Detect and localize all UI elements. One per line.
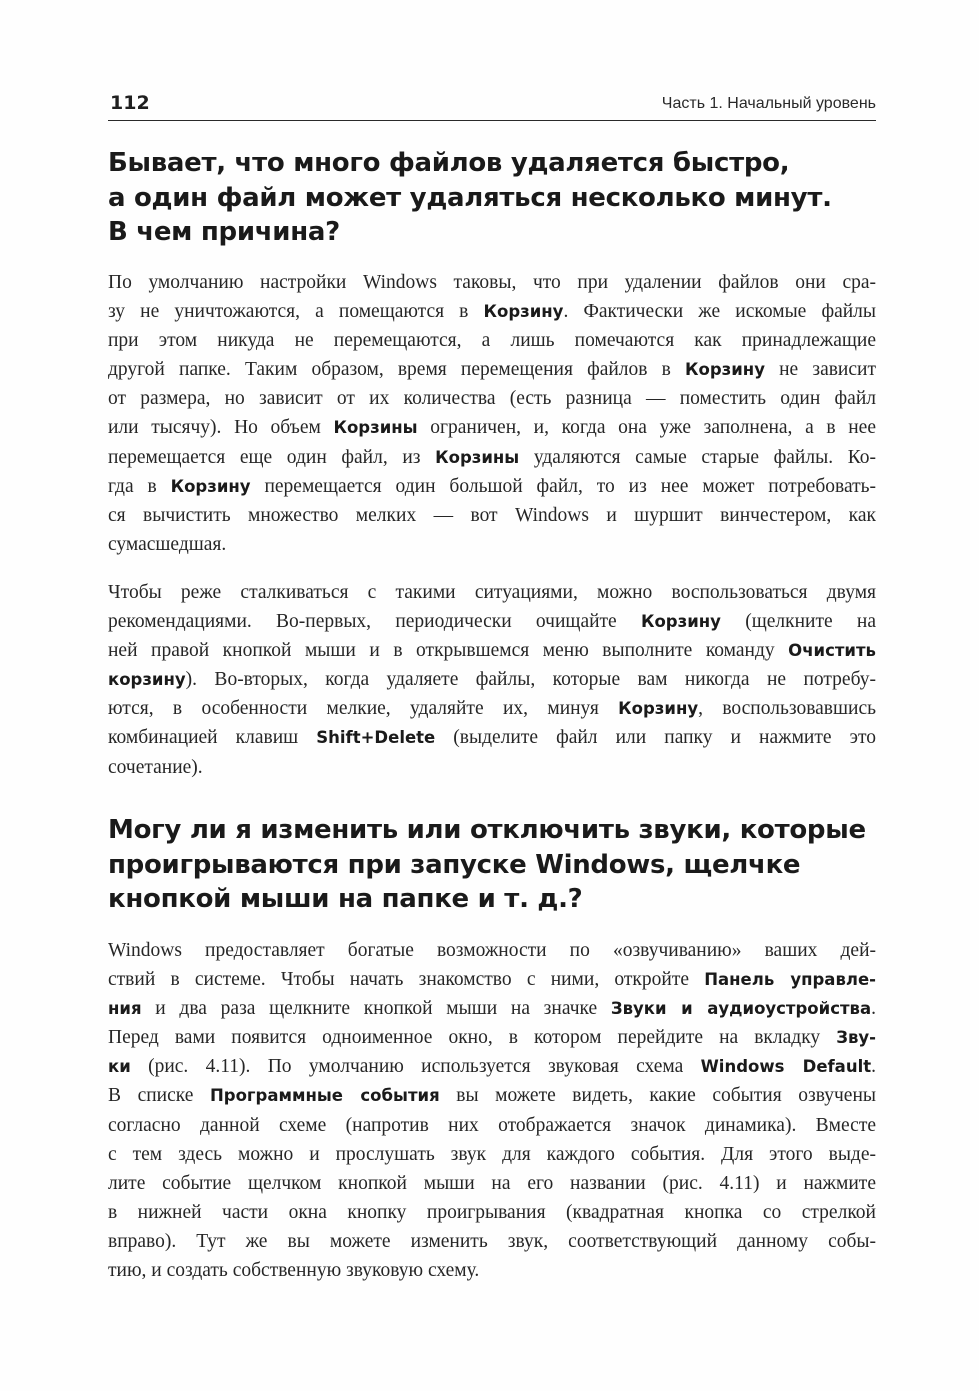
running-header: [108, 92, 876, 121]
heading-line: кнопкой мыши на папке и т. д.?: [108, 884, 583, 914]
heading-line: а один файл может удаляться несколько минут.: [108, 182, 832, 213]
ui-term: ния: [108, 999, 142, 1019]
text-line: комбинацией клавиш Shift+Delete (выделите файл или папку и нажмите это: [108, 727, 876, 749]
ui-term: Программные события: [209, 1086, 440, 1106]
ui-term: Корзину: [640, 612, 721, 632]
text-line: сочетание).: [108, 756, 203, 778]
ui-term: Корзины: [435, 447, 520, 467]
text-line: Windows предоставляет богатые возможности по «озвучиванию» ваших дей-: [108, 940, 876, 961]
text-line: ки (рис. 4.11). По умолчанию используется звуковая схема Windows Default.: [108, 1056, 876, 1078]
heading-line: Бывает, что много файлов удаляется быстро,: [108, 148, 790, 178]
text-line: вправо). Тут же вы можете изменить звук, соответствующий данному собы-: [108, 1230, 876, 1252]
chapter-title: Часть 1. Начальный уровень: [661, 95, 876, 112]
text-line: сумасшедшая.: [108, 533, 227, 555]
text-line: другой папке. Таким образом, время перемещения файлов в Корзину не зависит: [108, 359, 876, 381]
text-line: ся вычистить множество мелких — вот Windows и шуршит винчестером, как: [108, 504, 876, 526]
ui-term: Windows Default: [700, 1057, 872, 1077]
text-line: ней правой кнопкой мыши и в открывшемся меню выполните команду Очистить: [108, 640, 876, 662]
heading-line: В чем причина?: [108, 217, 340, 247]
heading-line: Могу ли я изменить или отключить звуки, которые: [108, 815, 866, 845]
text-line: или тысячу). Но объем Корзины ограничен, и, когда она уже заполнена, а в нее: [108, 417, 876, 439]
ui-term: Панель управле-: [704, 970, 877, 990]
ui-term: Корзины: [333, 418, 418, 438]
section-heading-recycle-bin: [108, 146, 876, 250]
text-line: тию, и создать собственную звуковую схему.: [108, 1260, 480, 1282]
ui-term: Очистить: [788, 641, 876, 661]
text-line: корзину). Во-вторых, когда удаляете файлы, которые вам никогда не потребу-: [108, 669, 876, 691]
ui-term: Зву-: [836, 1028, 876, 1048]
paragraph-recycle-bin-recommendations: [108, 578, 876, 782]
text-line: согласно данной схеме (напротив них отображается значок динамика). Вместе: [108, 1114, 876, 1136]
text-line: В списке Программные события вы можете видеть, какие события озвучены: [108, 1085, 876, 1107]
text-line: зу не уничтожаются, а помещаются в Корзину. Фактически же искомые файлы: [108, 301, 876, 323]
text-line: Перед вами появится одноименное окно, в котором перейдите на вкладку Зву-: [108, 1027, 876, 1049]
text-line: ния и два раза щелкните кнопкой мыши на значке Звуки и аудиоустройства.: [108, 998, 877, 1020]
text-line: ствий в системе. Чтобы начать знакомство с ними, откройте Панель управле-: [108, 969, 877, 991]
text-line: рекомендациями. Во-первых, периодически очищайте Корзину (щелкните на: [108, 611, 876, 633]
ui-term: Корзину: [685, 360, 765, 380]
paragraph-recycle-bin-explanation: [108, 268, 876, 559]
text-line: в нижней части окна кнопку проигрывания (квадратная кнопка со стрелкой: [108, 1201, 876, 1223]
text-line: ются, в особенности мелкие, удаляйте их, минуя Корзину, воспользовавшись: [108, 698, 876, 720]
text-line: перемещается еще один файл, из Корзины удаляются самые старые файлы. Ко-: [108, 446, 876, 468]
paragraph-sound-settings: [108, 936, 876, 1285]
text-line: с тем здесь можно и прослушать звук для каждого события. Для этого выде-: [108, 1143, 876, 1165]
text-line: Чтобы реже сталкиваться с такими ситуациями, можно воспользоваться двумя: [108, 582, 876, 603]
text-line: от размера, но зависит от их количества (есть разница — поместить один файл: [108, 388, 876, 410]
text-line: при этом никуда не перемещаются, а лишь помечаются как принадлежащие: [108, 330, 876, 352]
ui-term: Shift+Delete: [316, 728, 436, 748]
ui-term: ки: [108, 1057, 131, 1077]
ui-term: Корзину: [483, 302, 564, 322]
ui-term: Звуки и аудиоустройства: [610, 999, 872, 1019]
heading-line: проигрываются при запуске Windows, щелчке: [108, 849, 801, 880]
ui-term: корзину: [108, 670, 186, 690]
ui-term: Корзину: [618, 699, 699, 719]
text-line: лите событие щелчком кнопкой мыши на его названии (рис. 4.11) и нажмите: [108, 1172, 876, 1194]
ui-term: Корзину: [170, 476, 251, 496]
section-heading-windows-sounds: [108, 813, 876, 917]
text-line: гда в Корзину перемещается один большой файл, то из нее может потребовать-: [108, 475, 877, 497]
page-number: 112: [110, 92, 150, 114]
text-line: По умолчанию настройки Windows таковы, что при удалении файлов они сра-: [108, 272, 876, 293]
